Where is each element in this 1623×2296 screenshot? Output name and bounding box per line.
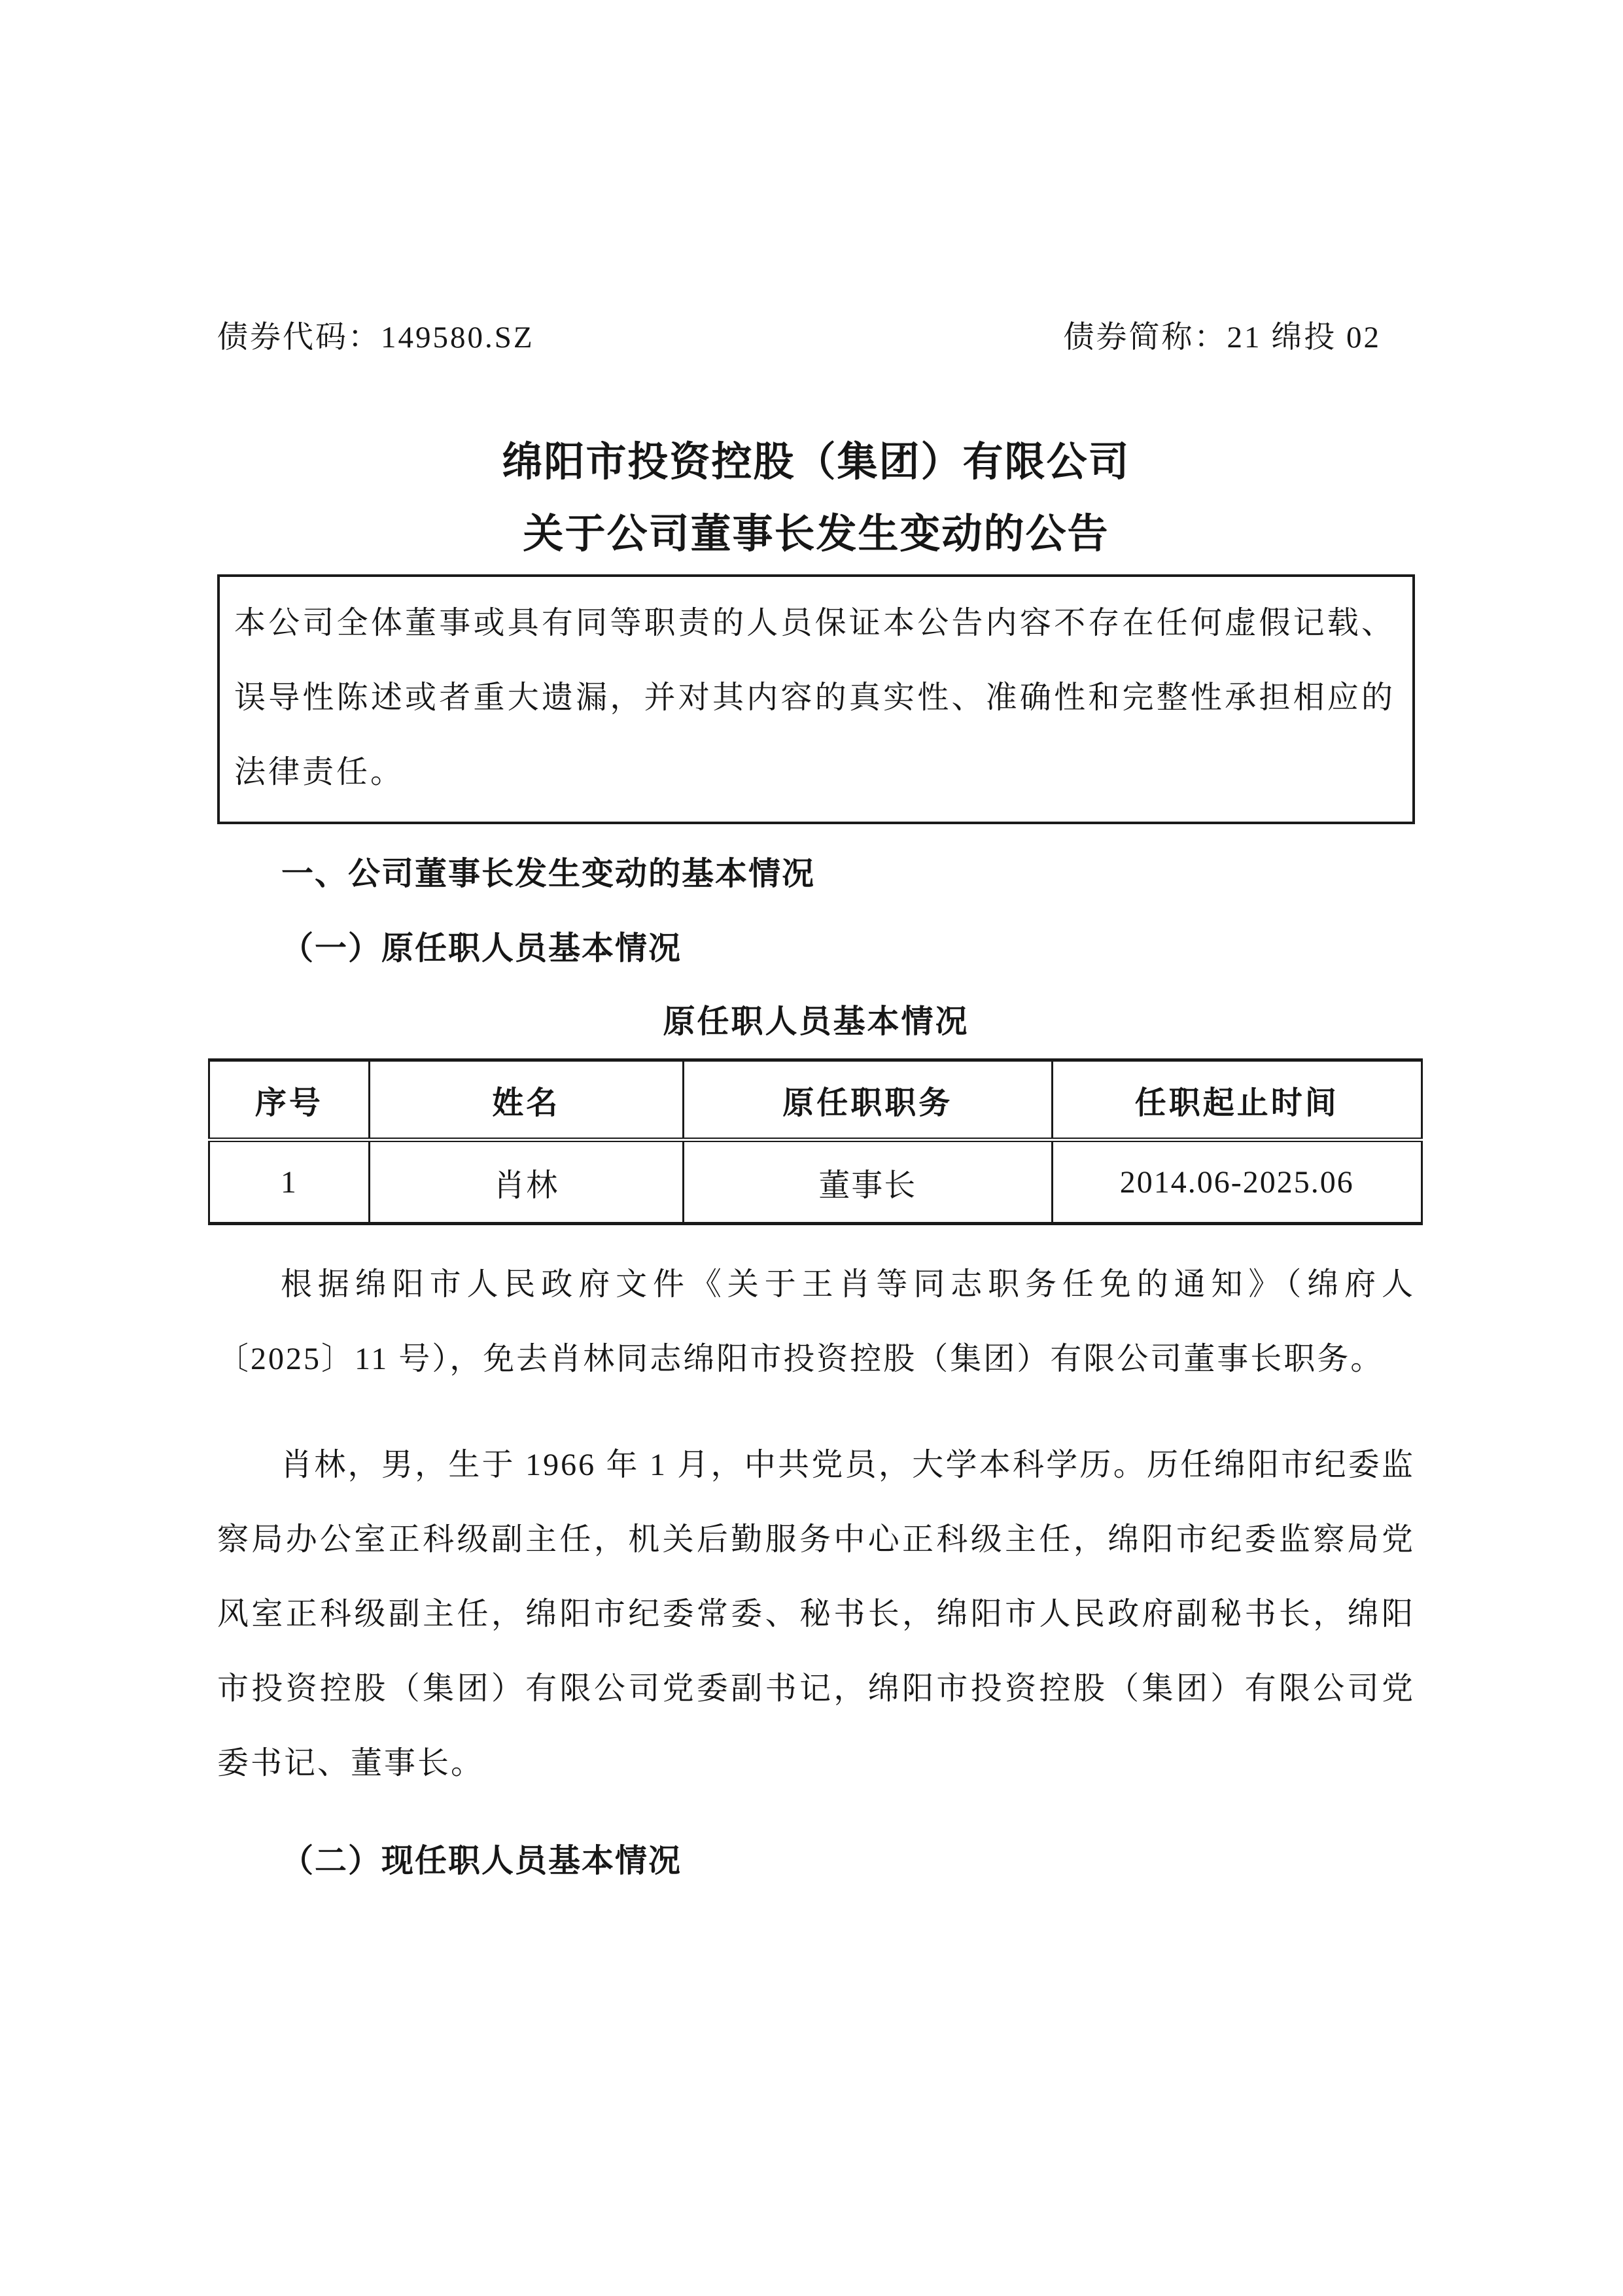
bond-code: 债券代码：149580.SZ [217, 321, 534, 355]
table-header-row [209, 1060, 1422, 1140]
document-header [217, 318, 1415, 357]
cell-index: 1 [209, 1140, 370, 1224]
paragraph-biography: 肖林，男，生于 1966 年 1 月，中共党员，大学本科学历。历任绵阳市纪委监察局办公室正科级副主任，机关后勤服务中心正科级主任，绵阳市纪委监察局党风室正科级副主任，绵阳市纪委常委、秘书长，绵阳市人民政府副秘书长，绵阳市投资控股（集团）有限公司党委副书记，绵阳市投资控股（集团）有限公司党委书记、董事长。 [217, 1448, 1415, 1781]
bond-abbreviation: 债券简称：21 绵投 02 [1063, 321, 1381, 355]
cell-term: 2014.06-2025.06 [1052, 1140, 1422, 1224]
cell-former-post: 董事长 [683, 1140, 1052, 1224]
column-header-former-post: 原任职职务 [683, 1060, 1052, 1140]
column-header-name: 姓名 [369, 1060, 683, 1140]
former-personnel-table [208, 1058, 1423, 1225]
subsection-2-heading: （二）现任职人员基本情况 [281, 1843, 682, 1879]
table-row [209, 1140, 1422, 1224]
table-caption: 原任职人员基本情况 [663, 1003, 969, 1039]
disclaimer-box: 本公司全体董事或具有同等职责的人员保证本公告内容不存在任何虚假记载、误导性陈述或者重大遗漏，并对其内容的真实性、准确性和完整性承担相应的法律责任。 [217, 574, 1415, 824]
doc-title-line2: 关于公司董事长发生变动的公告 [523, 512, 1109, 557]
section-1-heading: 一、公司董事长发生变动的基本情况 [281, 856, 816, 892]
paragraph-removal-notice: 根据绵阳市人民政府文件《关于王肖等同志职务任免的通知》（绵府人〔2025〕11 号），免去肖林同志绵阳市投资控股（集团）有限公司董事长职务。 [217, 1267, 1415, 1376]
column-header-term: 任职起止时间 [1052, 1060, 1422, 1140]
doc-title-line1: 绵阳市投资控股（集团）有限公司 [502, 440, 1130, 485]
subsection-1-heading: （一）原任职人员基本情况 [281, 930, 682, 966]
column-header-index: 序号 [209, 1060, 370, 1140]
cell-name: 肖林 [369, 1140, 683, 1224]
